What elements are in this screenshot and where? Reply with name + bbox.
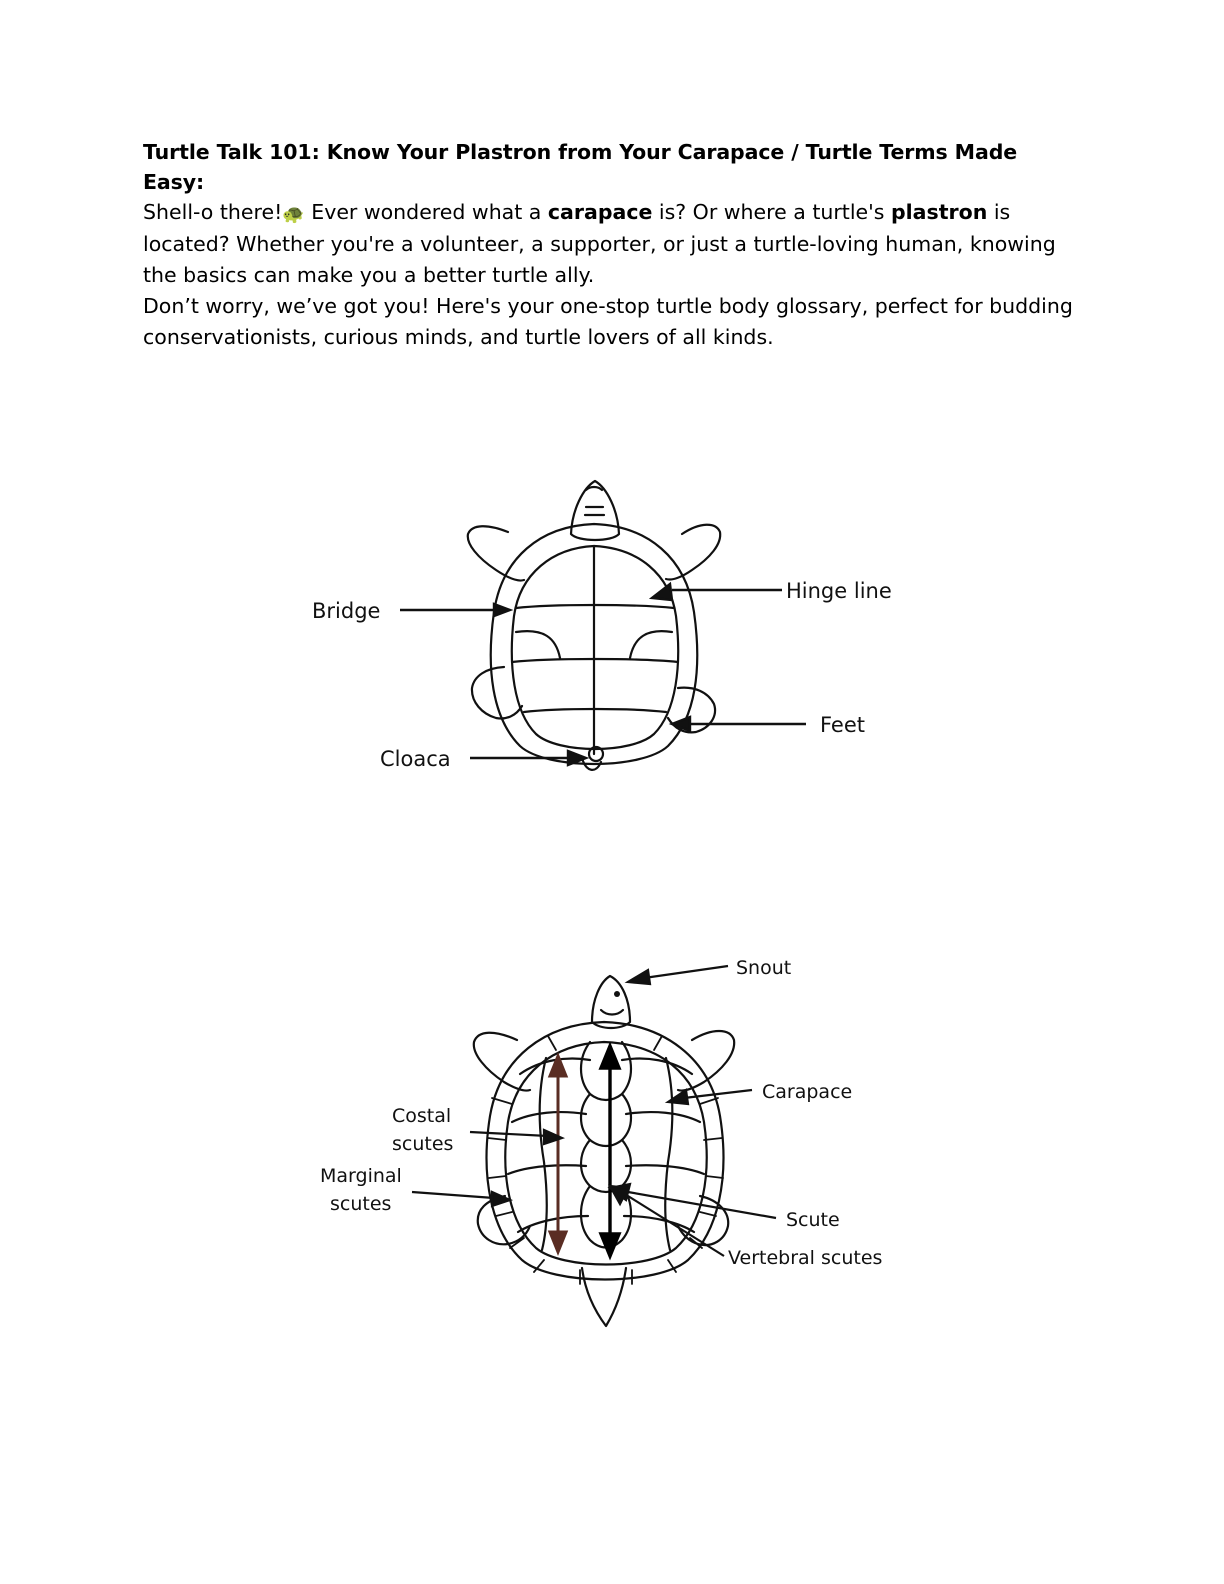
intro-text-a: Shell-o there! <box>143 200 283 225</box>
page-title: Turtle Talk 101: Know Your Plastron from Your Carapace / Turtle Terms Made Easy: <box>143 140 1018 194</box>
marginal-leader <box>412 1192 494 1198</box>
label-costal-scutes-line2: scutes <box>392 1133 454 1155</box>
turtle-emoji: 🐢 <box>282 204 305 226</box>
intro-paragraph <box>143 197 1081 291</box>
label-bridge: Bridge <box>312 599 381 623</box>
label-marginal-scutes-line2: scutes <box>330 1193 392 1215</box>
label-cloaca: Cloaca <box>380 747 451 771</box>
snout-leader <box>644 966 728 978</box>
marginal-arrowhead <box>492 1192 510 1206</box>
term-carapace: carapace <box>547 200 653 225</box>
costal-leader <box>470 1132 548 1136</box>
figure-callouts-top <box>400 584 806 765</box>
second-paragraph: Don’t worry, we’ve got you! Here's your one-stop turtle body glossary, perfect for budding conservationists, curious minds, and turtle lovers of all kinds. <box>143 294 1073 350</box>
label-costal-scutes-line1: Costal <box>392 1105 452 1127</box>
label-feet: Feet <box>820 713 866 737</box>
snout-arrowhead <box>628 970 650 984</box>
label-vertebral-scutes: Vertebral scutes <box>728 1247 883 1269</box>
figure-carapace <box>0 930 1224 1360</box>
figure-plastron <box>0 462 1224 862</box>
bridge-arrowhead <box>494 604 510 616</box>
label-marginal-scutes-line1: Marginal <box>320 1165 402 1187</box>
label-snout: Snout <box>736 957 792 979</box>
document-content <box>143 138 1081 353</box>
turtle-outline-bottom <box>474 976 734 1326</box>
vertebral-arrowhead <box>610 1186 628 1204</box>
term-plastron: plastron <box>890 200 988 225</box>
hinge-arrowhead <box>652 584 672 600</box>
label-carapace: Carapace <box>762 1081 853 1103</box>
length-measure-arrow <box>601 1046 619 1256</box>
label-hinge-line: Hinge line <box>786 579 892 603</box>
label-scute: Scute <box>786 1209 840 1231</box>
intro-text-d: is located? Whether you're a volunteer, a supporter, or just a turtle-loving human, knowing the basics can make you a better turtle ally. <box>143 200 1056 287</box>
intro-text-c: is? Or where a turtle's <box>652 200 891 225</box>
figure-callouts-bottom <box>412 966 776 1256</box>
width-measure-arrow <box>550 1056 566 1252</box>
intro-text-b: Ever wondered what a <box>304 200 548 225</box>
